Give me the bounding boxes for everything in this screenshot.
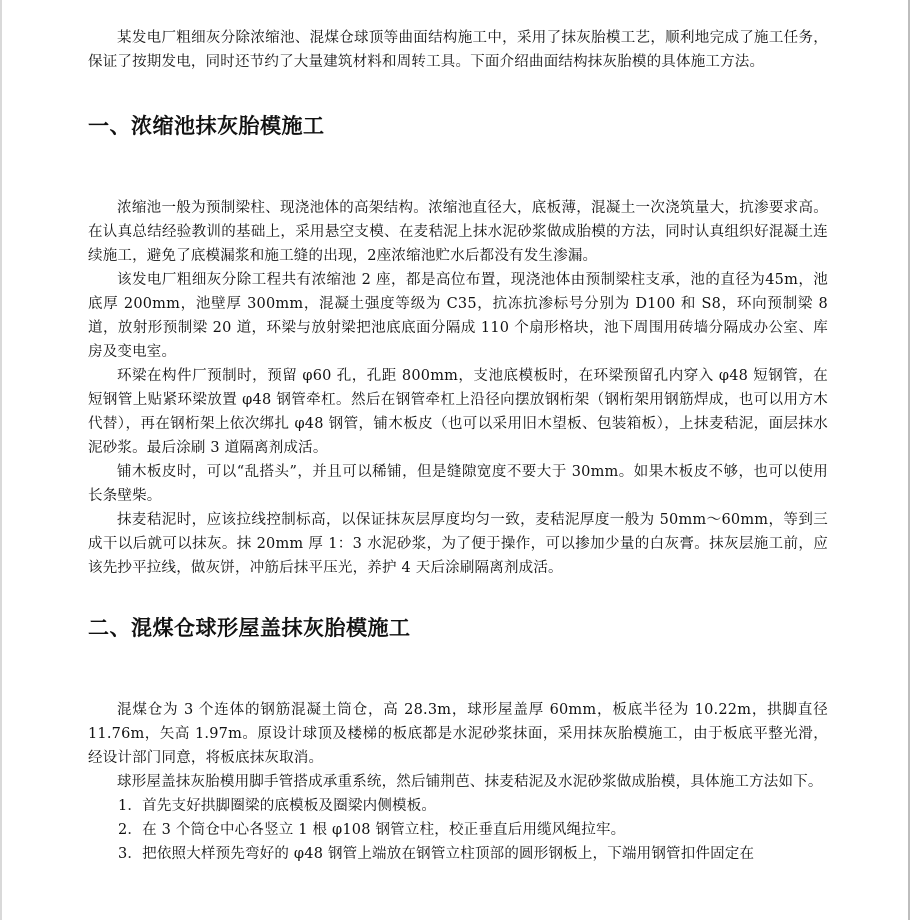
intro-paragraph: 某发电厂粗细灰分除浓缩池、混煤仓球顶等曲面结构施工中，采用了抹灰胎模工艺，顺利地完成了施工任务，保证了按期发电，同时还节约了大量建筑材料和周转工具。下面介绍曲面结构抹灰胎模的具体施工方法。 bbox=[88, 30, 828, 70]
section-2-list-item: 1．首先支好拱脚圈梁的底模板及圈梁内侧模板。 bbox=[118, 798, 437, 814]
section-1-paragraph: 环梁在构件厂预制时，预留 φ60 孔，孔距 800mm，支池底模板时，在环梁预留孔内穿入 φ48 短钢管，在短钢管上贴紧环梁放置 φ48 钢管牵杠。然后在钢管牵杠上沿径向摆放钢桁架（钢桁架用钢筋焊成，也可以用方木代替），再在钢桁架上依次绑扎 φ48 钢管，铺木板皮（也可以采用旧木望板、包装箱板），上抹麦秸泥，面层抹水泥砂浆。最后涂刷 3 道隔离剂成活。 bbox=[88, 368, 828, 456]
page-edge-left bbox=[0, 0, 2, 920]
document-body bbox=[88, 26, 828, 866]
section-2-paragraph: 球形屋盖抹灰胎模用脚手管搭成承重系统，然后铺荆芭、抹麦秸泥及水泥砂浆做成胎模，具体施工方法如下。 bbox=[117, 774, 823, 790]
section-1-paragraph: 抹麦秸泥时，应该拉线控制标高，以保证抹灰层厚度均匀一致，麦秸泥厚度一般为 50mm～60mm，等到三成干以后就可以抹灰。抹 20mm 厚 1：3 水泥砂浆，为了便于操作，可以掺加少量的白灰膏。抹灰层施工前，应该先抄平拉线，做灰饼，冲筋后抹平压光，养护 4 天后涂刷隔离剂成活。 bbox=[88, 512, 828, 576]
section-2-paragraph: 混煤仓为 3 个连体的钢筋混凝土筒仓，高 28.3m，球形屋盖厚 60mm，板底半径为 10.22m，拱脚直径11.76m，矢高 1.97m。原设计球顶及楼梯的板底都是水泥砂浆抹面，采用抹灰胎模施工，由于板底平整光滑，经设计部门同意，将板底抹灰取消。 bbox=[88, 702, 828, 766]
section-1-heading: 一、浓缩池抹灰胎模施工 bbox=[88, 114, 325, 138]
section-1-paragraph: 铺木板皮时，可以“乱搭头”，并且可以稀铺，但是缝隙宽度不要大于 30mm。如果木板皮不够，也可以使用长条壁柴。 bbox=[88, 464, 828, 504]
section-2-list-item: 2．在 3 个筒仓中心各竖立 1 根 φ108 钢管立柱，校正垂直后用缆风绳拉牢。 bbox=[118, 822, 626, 838]
section-1-paragraph: 浓缩池一般为预制梁柱、现浇池体的高架结构。浓缩池直径大，底板薄，混凝土一次浇筑量大，抗渗要求高。在认真总结经验教训的基础上，采用悬空支模、在麦秸泥上抹水泥砂浆做成胎模的方法，同时认真组织好混凝土连续施工，避免了底模漏浆和施工缝的出现，2座浓缩池贮水后都没有发生渗漏。 bbox=[88, 200, 828, 264]
section-1-paragraph: 该发电厂粗细灰分除工程共有浓缩池 2 座，都是高位布置，现浇池体由预制梁柱支承，池的直径为45m，池底厚 200mm，池壁厚 300mm，混凝土强度等级为 C35，抗冻抗渗标号分别为 D100 和 S8，环向预制梁 8 道，放射形预制梁 20 道，环梁与放射梁把池底底面分隔成 110 个扇形格块，池下周围用砖墙分隔成办公室、库房及变电室。 bbox=[88, 272, 828, 360]
section-2-list-item: 3．把依照大样预先弯好的 φ48 钢管上端放在钢管立柱顶部的圆形钢板上，下端用钢管扣件固定在 bbox=[118, 846, 755, 862]
section-2-heading: 二、混煤仓球形屋盖抹灰胎模施工 bbox=[88, 616, 411, 640]
